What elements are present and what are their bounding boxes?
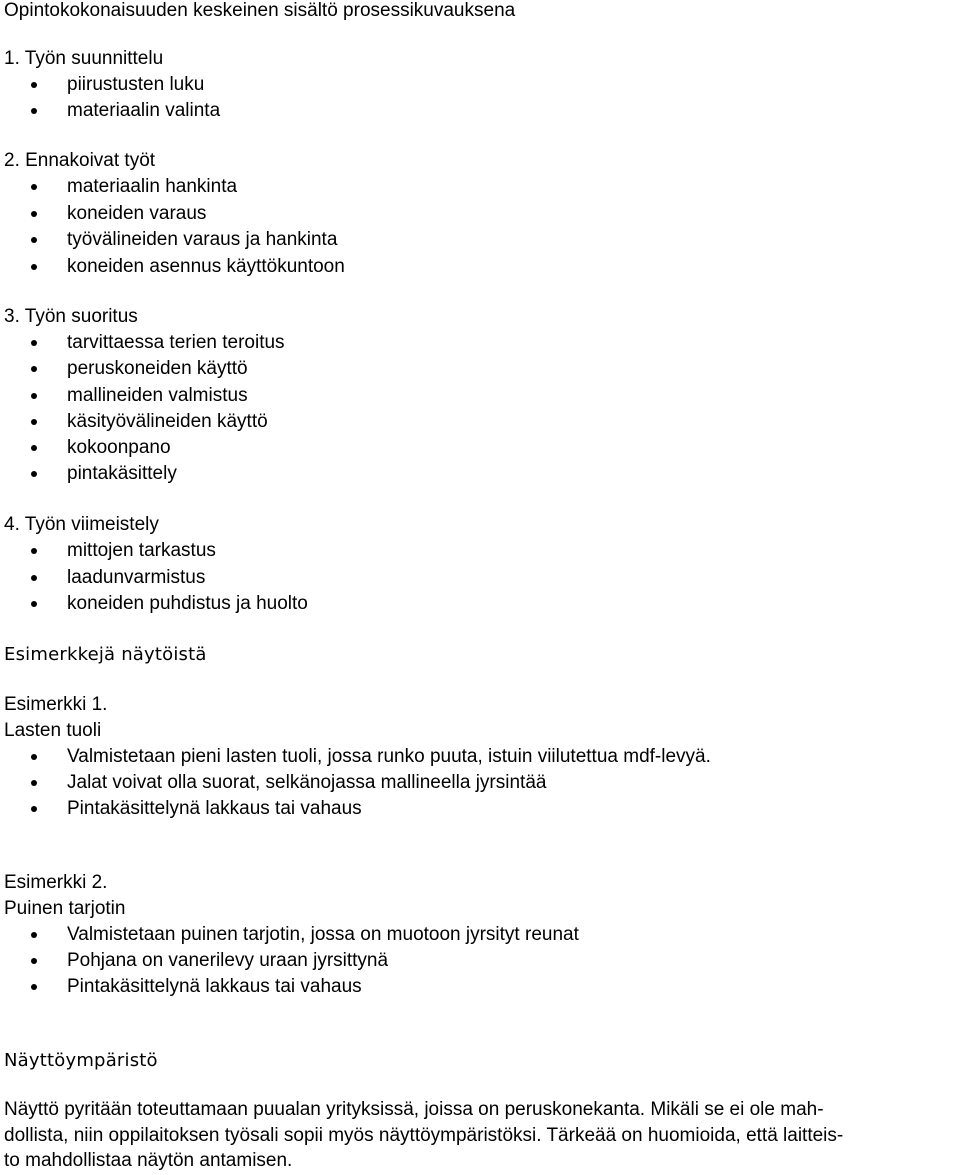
bullet-icon (31, 932, 37, 938)
bullet-icon (31, 754, 37, 760)
environment-heading: Näyttöympäristö (4, 1050, 158, 1071)
bullet-icon (31, 806, 37, 812)
bullet-icon (31, 366, 37, 372)
phase-title: 1. Työn suunnittelu (4, 48, 164, 69)
phase-title: 2. Ennakoivat työt (4, 150, 156, 171)
bullet-icon (31, 108, 37, 114)
paragraph-line: Näyttö pyritään toteuttamaan puualan yrityksissä, joissa on peruskonekanta. Mikäli se ei ole mah- (4, 1099, 824, 1120)
examples-heading: Esimerkkejä näytöistä (4, 644, 207, 665)
example-label: Esimerkki 1. (4, 694, 108, 715)
bullet-icon (31, 184, 37, 190)
bullet-icon (31, 780, 37, 786)
bullet-icon (31, 601, 37, 607)
bullet-icon (31, 393, 37, 399)
bullet-icon (31, 548, 37, 554)
bullet-icon (31, 471, 37, 477)
page-title: Opintokokonaisuuden keskeinen sisältö prosessikuvauksena (4, 0, 516, 21)
paragraph-line: dollista, niin oppilaitoksen työsali sopii myös näyttöympäristöksi. Tärkeää on huomioida, että laitteis- (4, 1124, 844, 1146)
example-name: Puinen tarjotin (4, 898, 126, 919)
example-name: Lasten tuoli (4, 720, 102, 741)
environment-paragraph (4, 1097, 954, 1174)
phase-title: 3. Työn suoritus (4, 306, 138, 327)
example-label: Esimerkki 2. (4, 872, 108, 893)
bullet-icon (31, 82, 37, 88)
bullet-icon (31, 237, 37, 243)
bullet-icon (31, 958, 37, 964)
phase-title: 4. Työn viimeistely (4, 514, 159, 535)
bullet-icon (31, 445, 37, 451)
bullet-icon (31, 419, 37, 425)
bullet-icon (31, 264, 37, 270)
bullet-icon (31, 211, 37, 217)
bullet-icon (31, 575, 37, 581)
paragraph-line: to mahdollistaa näytön antamisen. (4, 1150, 293, 1171)
bullet-icon (31, 984, 37, 990)
bullet-icon (31, 340, 37, 346)
